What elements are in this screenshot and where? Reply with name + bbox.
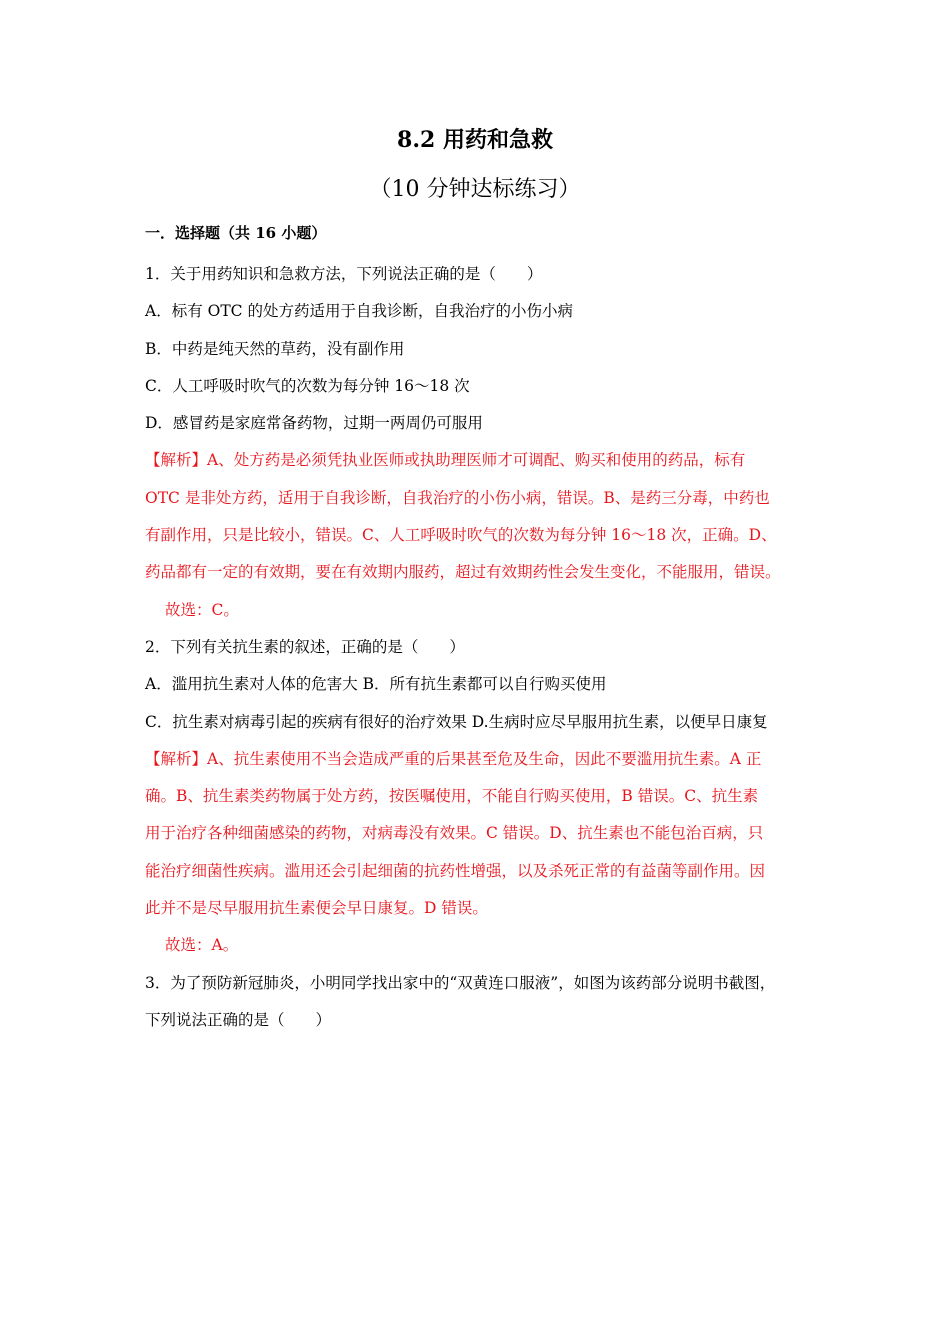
page-title: 8.2 用药和急救	[397, 127, 553, 153]
analysis-label: 【解析】	[145, 451, 208, 470]
question-1-analysis-line: OTC 是非处方药，适用于自我诊断，自我治疗的小伤小病，错误。B、是药三分毒，中药也	[145, 488, 770, 507]
question-2-options-ab: A．滥用抗生素对人体的危害大 B．所有抗生素都可以自行购买使用	[145, 675, 607, 694]
page-subtitle: （10 分钟达标练习）	[369, 177, 581, 202]
question-2-options-cd: C．抗生素对病毒引起的疾病有很好的治疗效果 D.生病时应尽早服用抗生素，以便早日康复	[145, 712, 768, 731]
question-1-answer: 故选：C。	[165, 600, 239, 619]
question-2-analysis-line: 用于治疗各种细菌感染的药物，对病毒没有效果。C 错误。D、抗生素也不能包治百病，只	[145, 824, 764, 843]
analysis-label: 【解析】	[145, 749, 208, 768]
question-3-stem: 下列说法正确的是（ ）	[145, 1010, 332, 1029]
question-1-option-a: A．标有 OTC 的处方药适用于自我诊断，自我治疗的小伤小病	[145, 302, 573, 321]
question-3-stem: 3．为了预防新冠肺炎，小明同学找出家中的“双黄连口服液”，如图为该药部分说明书截图，	[145, 973, 776, 992]
question-1-option-c: C．人工呼吸时吹气的次数为每分钟 16～18 次	[145, 376, 470, 395]
question-1-analysis-line: 【解析】A、处方药是必须凭执业医师或执助理医师才可调配、购买和使用的药品，标有	[145, 451, 746, 470]
question-2-analysis-line: 能治疗细菌性疾病。滥用还会引起细菌的抗药性增强，以及杀死正常的有益菌等副作用。因	[145, 861, 766, 880]
question-2-stem: 2．下列有关抗生素的叙述，正确的是（ ）	[145, 637, 465, 656]
question-2-analysis-line: 【解析】A、抗生素使用不当会造成严重的后果甚至危及生命，因此不要滥用抗生素。A 正	[145, 749, 762, 768]
section-header: 一．选择题（共 16 小题）	[145, 224, 327, 242]
question-1-option-b: B．中药是纯天然的草药，没有副作用	[145, 339, 405, 358]
question-1-analysis-line: 有副作用，只是比较小，错误。C、人工呼吸时吹气的次数为每分钟 16～18 次，正确。D、	[145, 526, 777, 545]
questions-content	[145, 256, 807, 1039]
question-1-option-d: D．感冒药是家庭常备药物，过期一两周仍可服用	[145, 414, 483, 433]
question-2-analysis-line: 确。B、抗生素类药物属于处方药，按医嘱使用，不能自行购买使用，B 错误。C、抗生素	[145, 787, 759, 806]
question-2-analysis-line: 此并不是尽早服用抗生素便会早日康复。D 错误。	[145, 899, 488, 918]
question-1-analysis-line: 药品都有一定的有效期，要在有效期内服药，超过有效期药性会发生变化，不能服用，错误。	[145, 563, 781, 582]
question-2-answer: 故选：A。	[165, 936, 239, 955]
question-1-stem: 1．关于用药知识和急救方法，下列说法正确的是（ ）	[145, 265, 543, 283]
